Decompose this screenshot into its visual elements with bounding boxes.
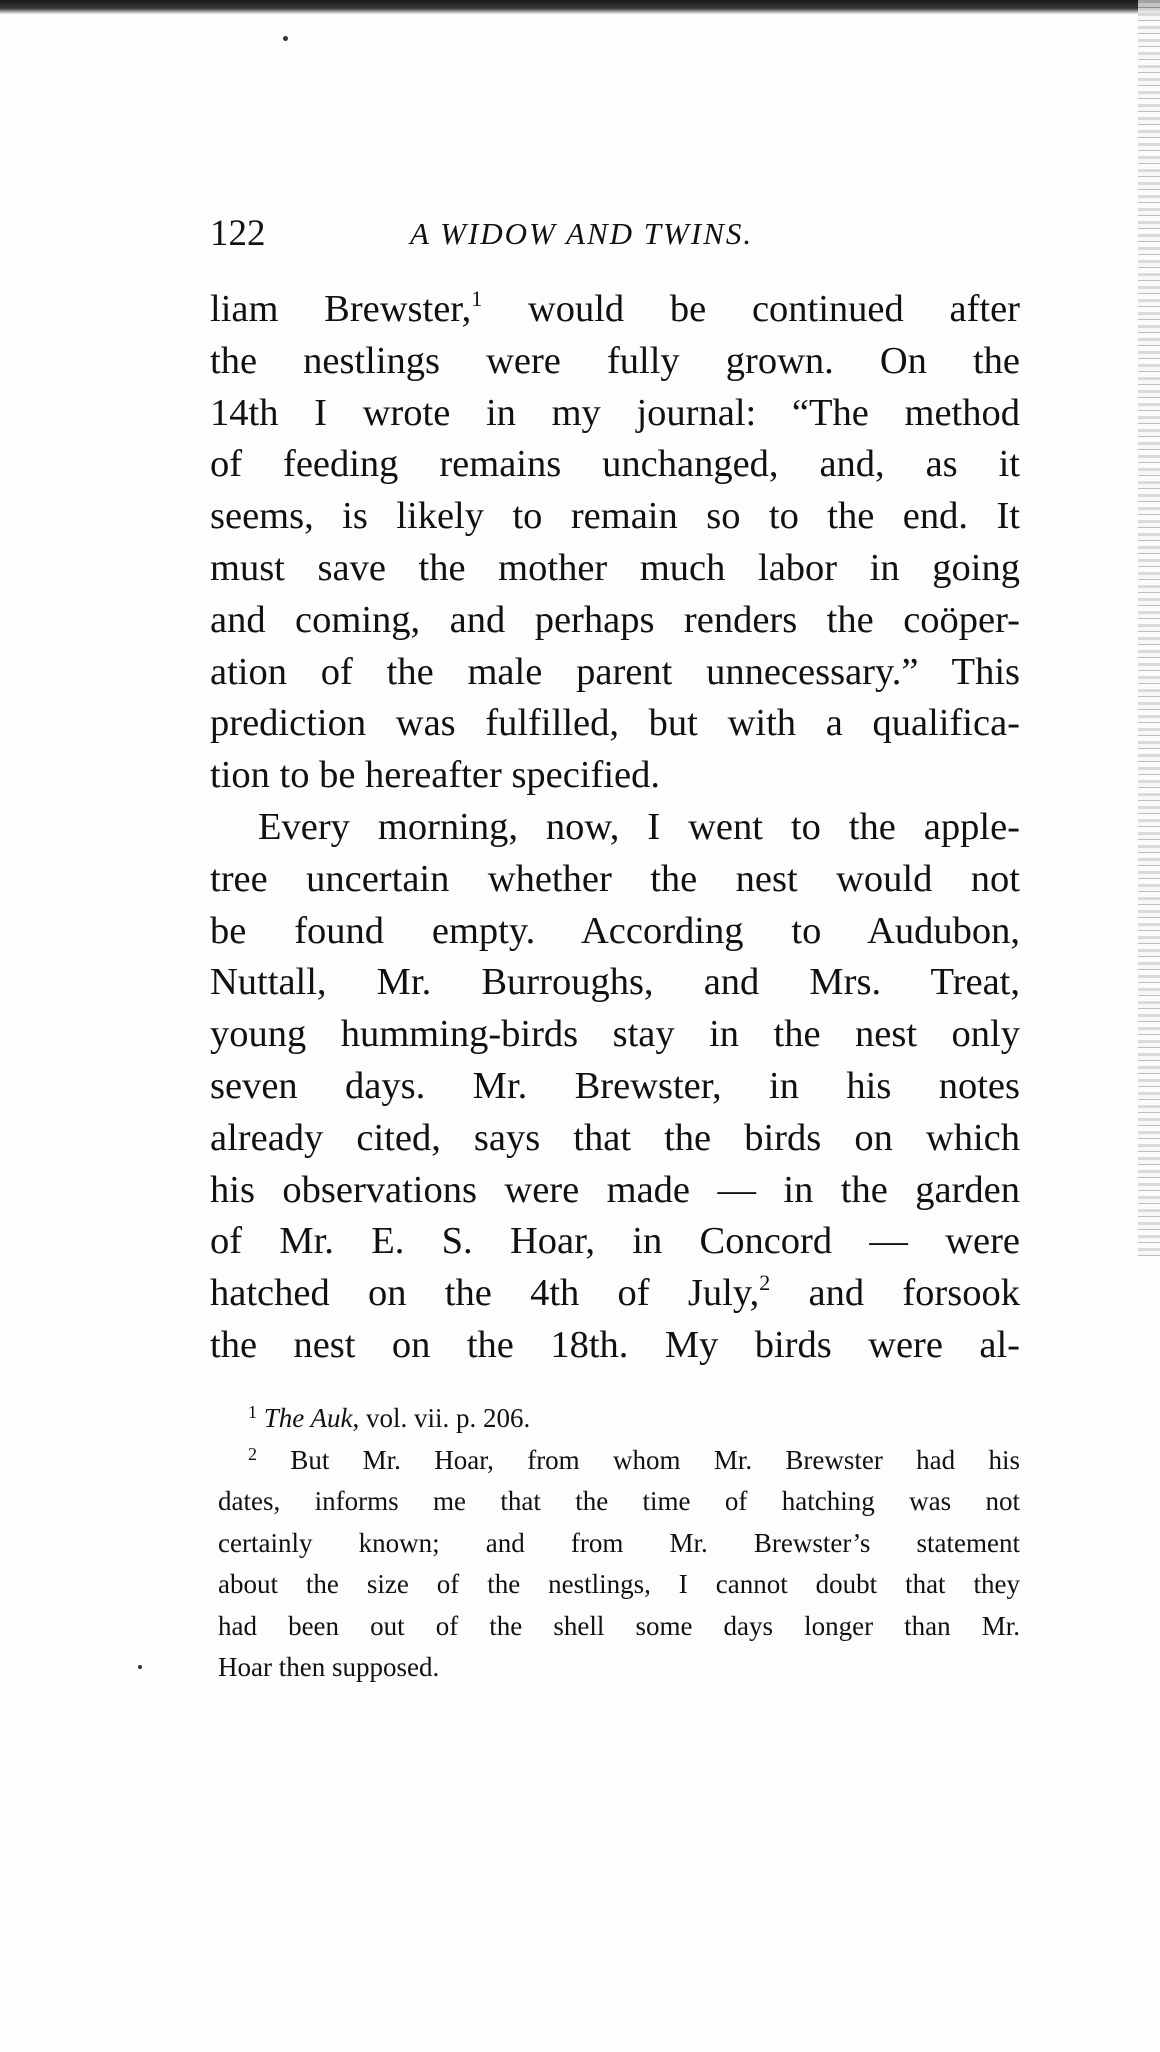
text-line: must save the mother much labor in going <box>210 546 1020 589</box>
text-line: already cited, says that the birds on which <box>210 1116 1020 1159</box>
footnote-ref: 2 <box>759 1270 771 1296</box>
footnote-ref: 1 <box>471 286 483 311</box>
text-line: liam Brewster,$^1$ would be continued after <box>210 286 1021 330</box>
text-line: seven days. Mr. Brewster, in his notes <box>210 1064 1020 1107</box>
page-top-edge <box>0 0 1160 14</box>
text-line: and coming, and perhaps renders the coöper- <box>210 598 1020 641</box>
ink-speck <box>138 1665 142 1669</box>
text-line: tion to be hereafter specified. <box>210 754 661 797</box>
text-line: tree uncertain whether the nest would not <box>210 857 1020 900</box>
text-line: his observations were made — in the garden <box>210 1168 1020 1211</box>
text-line: Nuttall, Mr. Burroughs, and Mrs. Treat, <box>210 961 1020 1004</box>
footnote-mark: 2 <box>248 1443 257 1464</box>
paragraph-start-line: Every morning, now, I went to the apple- <box>258 805 1020 848</box>
ink-speck <box>283 36 288 41</box>
page-right-edge <box>1138 0 1160 1260</box>
footnote-1: $^1$ The Auk, vol. vii. p. 206. <box>248 1402 531 1433</box>
footnote-2-line: $^2$ But Mr. Hoar, from whom Mr. Brewster had his <box>248 1443 1020 1475</box>
journal-title: The Auk <box>263 1403 353 1433</box>
running-title: A WIDOW AND TWINS. <box>410 216 754 251</box>
footnote-2-line: about the size of the nestlings, I cannot doubt that they <box>218 1569 1020 1599</box>
page-header <box>210 212 1020 264</box>
text-line: of feeding remains unchanged, and, as it <box>210 443 1020 486</box>
text-line: 14th I wrote in my journal: “The method <box>210 391 1020 434</box>
footnote-2-line: Hoar then supposed. <box>218 1652 440 1682</box>
text-line: ation of the male parent unnecessary.” This <box>210 650 1020 693</box>
text-line: prediction was fulfilled, but with a qualifica- <box>210 702 1020 745</box>
text-line: young humming-birds stay in the nest only <box>210 1013 1020 1056</box>
footnote-mark: 1 <box>248 1402 257 1422</box>
text-line: hatched on the 4th of July,$^2$ and forsook <box>210 1270 1020 1315</box>
text-line: seems, is likely to remain so to the end. It <box>210 495 1020 538</box>
text-line: the nest on the 18th. My birds were al- <box>210 1323 1020 1366</box>
text-line: be found empty. According to Audubon, <box>210 909 1020 952</box>
text-line: of Mr. E. S. Hoar, in Concord — were <box>210 1220 1020 1263</box>
page-number: 122 <box>210 213 266 254</box>
footnote-2-line: had been out of the shell some days longer than Mr. <box>218 1610 1020 1641</box>
footnote-2-line: certainly known; and from Mr. Brewster’s statement <box>218 1527 1020 1558</box>
text-line: the nestlings were fully grown. On the <box>210 339 1020 382</box>
footnotes <box>218 1398 1020 1689</box>
body-text <box>210 284 1020 1372</box>
footnote-2-line: dates, informs me that the time of hatching was not <box>218 1486 1020 1516</box>
